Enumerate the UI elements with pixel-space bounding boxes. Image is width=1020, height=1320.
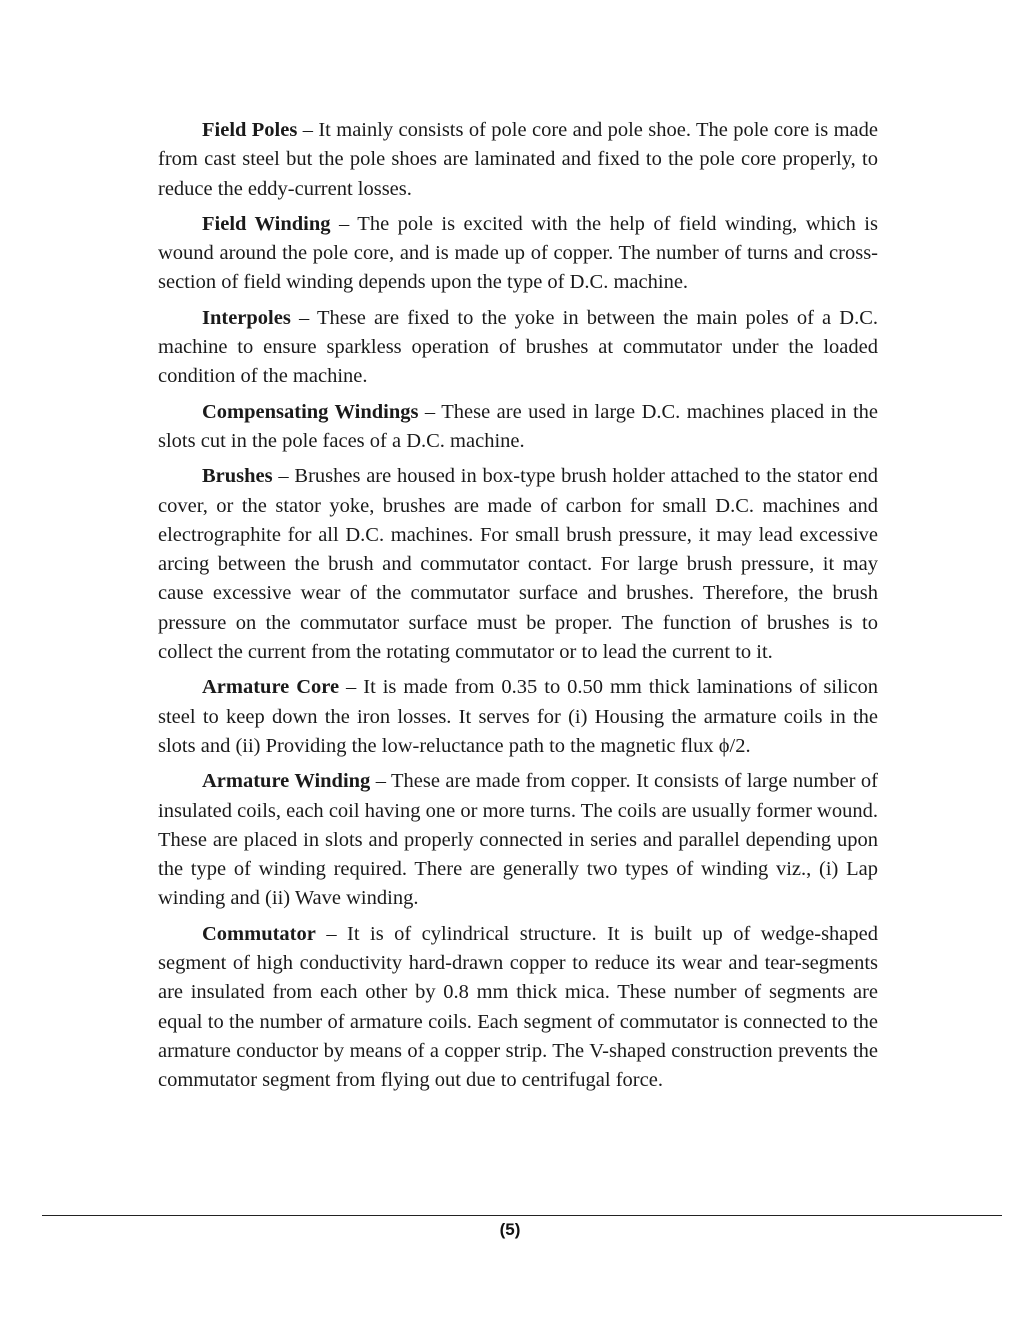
text-armature-winding: – These are made from copper. It consists of large number of insulated coils, each coil having one or more turns. The coils are usually former wound. These are placed in slots and properly connected in series and parallel depending upon the type of winding required. There are generally two types of winding viz., (i) Lap winding and (ii) Wave winding. xyxy=(158,770,878,910)
text-field-winding: – The pole is excited with the help of field winding, which is wound around the pole core, and is made up of copper. The number of turns and cross-section of field winding depends upon the type of D.C. machine. xyxy=(158,212,878,294)
paragraph-compensating-windings xyxy=(158,398,878,457)
paragraph-field-winding xyxy=(158,210,878,298)
page-body xyxy=(158,116,878,1102)
paragraph-armature-core xyxy=(158,673,878,761)
paragraph-interpoles xyxy=(158,304,878,392)
term-field-winding: Field Winding xyxy=(202,212,331,235)
paragraph-commutator xyxy=(158,920,878,1096)
term-armature-winding: Armature Winding xyxy=(202,770,371,793)
footer-divider xyxy=(42,1215,1002,1216)
page-number: (5) xyxy=(499,1220,521,1239)
text-brushes: – Brushes are housed in box-type brush holder attached to the stator end cover, or the stator yoke, brushes are made of carbon for small D.C. machines and electrographite for all D.C. machines. For small brush pressure, it may lead excessive arcing between the brush and commutator contact. For large brush pressure, it may cause excessive wear of the commutator surface and brushes. Therefore, the brush pressure on the commutator surface must be proper. The function of brushes is to collect the current from the rotating commutator or to lead the current to it. xyxy=(158,465,878,664)
text-field-poles: – It mainly consists of pole core and pole shoe. The pole core is made from cast steel but the pole shoes are laminated and fixed to the pole core properly, to reduce the eddy-current losses. xyxy=(158,119,878,200)
term-brushes: Brushes xyxy=(202,465,273,488)
term-interpoles: Interpoles xyxy=(202,306,291,329)
term-field-poles: Field Poles xyxy=(202,119,298,141)
paragraph-brushes xyxy=(158,462,878,667)
term-compensating-windings: Compensating Windings xyxy=(202,400,419,423)
text-compensating-windings: – These are used in large D.C. machines placed in the slots cut in the pole faces of a D.C. machine. xyxy=(158,400,878,452)
term-armature-core: Armature Core xyxy=(202,676,340,699)
text-interpoles: – These are fixed to the yoke in between the main poles of a D.C. machine to ensure sparkless operation of brushes at commutator under the loaded condition of the machine. xyxy=(158,306,878,388)
text-commutator: – It is of cylindrical structure. It is built up of wedge-shaped segment of high conductivity hard-drawn copper to reduce its wear and tear-segments are insulated from each other by 0.8 mm thick mica. These number of segments are equal to the number of armature coils. Each segment of commutator is connected to the armature conductor by means of a copper strip. The V-shaped construction prevents the commutator segment from flying out due to centrifugal force. xyxy=(158,922,878,1092)
text-armature-core: – It is made from 0.35 to 0.50 mm thick laminations of silicon steel to keep down the iron losses. It serves for (i) Housing the armature coils in the slots and (ii) Providing the low-reluctance path to the magnetic flux ϕ/2. xyxy=(158,676,878,757)
term-commutator: Commutator xyxy=(202,922,316,945)
paragraph-armature-winding xyxy=(158,767,878,913)
paragraph-field-poles xyxy=(158,116,878,204)
